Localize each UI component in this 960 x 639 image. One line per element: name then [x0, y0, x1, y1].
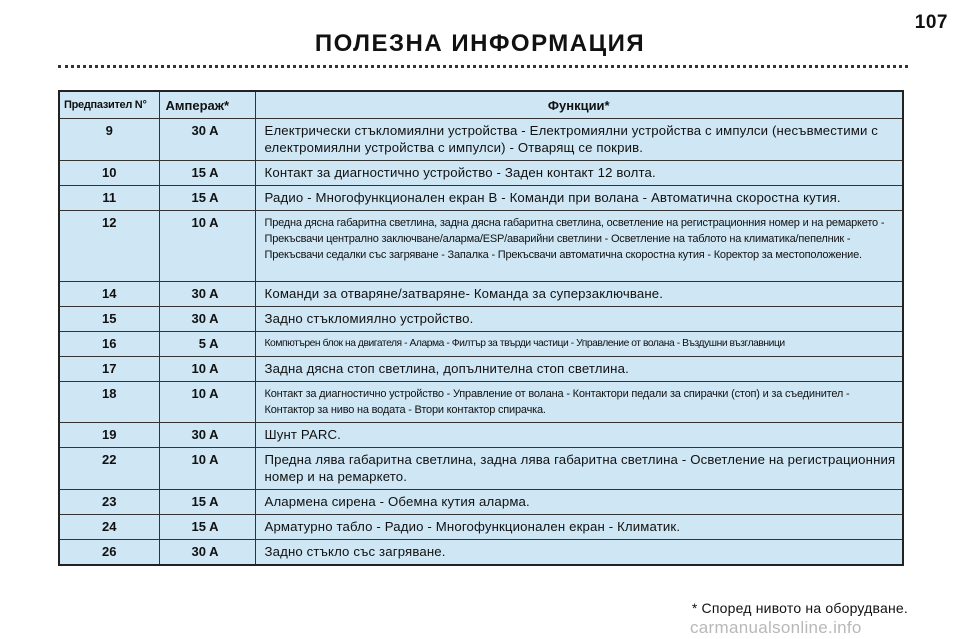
fuse-number: 15 [59, 307, 159, 332]
page-number: 107 [914, 12, 948, 33]
fuse-amperage: 10 A [159, 382, 255, 423]
footnote: * Според нивото на оборудване. [691, 600, 908, 616]
fuse-amperage: 30 A [159, 282, 255, 307]
fuse-functions: Задно стъкломиялно устройство. [255, 307, 903, 332]
fuse-number: 14 [59, 282, 159, 307]
fuse-functions: Предна дясна габаритна светлина, задна дясна габаритна светлина, осветление на регистрационния номер и на ремаркето - Прекъсвачи централно заключване/аларма/ESP/аварийни светлини - Осветление на таблото на климатика/пепелник - Прекъсвачи седалки със загряване - Запалка - Прекъсвачи автоматична скоростна кутия - Коректор за местоположение. [255, 211, 903, 282]
fuse-amperage: 15 A [159, 186, 255, 211]
fuse-functions: Предна лява габаритна светлина, задна лява габаритна светлина - Осветление на регистрационния номер и на ремаркето. [255, 448, 903, 490]
fuse-functions: Задно стъкло със загряване. [255, 540, 903, 566]
watermark: carmanualsonline.info [690, 618, 862, 637]
fuse-number: 17 [59, 357, 159, 382]
fuse-number: 19 [59, 423, 159, 448]
fuse-functions: Радио - Многофункционален екран B - Команди при волана - Автоматична скоростна кутия. [255, 186, 903, 211]
header-functions: Функции* [255, 91, 903, 119]
fuse-amperage: 10 A [159, 211, 255, 282]
header-fuse-number: Предпазител N° [59, 91, 159, 119]
header-amperage: Ампераж* [159, 91, 255, 119]
table-header-row [59, 91, 903, 119]
fuse-amperage: 15 A [159, 161, 255, 186]
fuse-functions: Алармена сирена - Обемна кутия аларма. [255, 490, 903, 515]
table-row [59, 423, 903, 448]
table-row [59, 211, 903, 282]
fuse-functions: Команди за отваряне/затваряне- Команда за суперзаключване. [255, 282, 903, 307]
page-title: ПОЛЕЗНА ИНФОРМАЦИЯ [314, 30, 646, 57]
fuse-amperage: 10 A [159, 448, 255, 490]
fuse-number: 9 [59, 119, 159, 161]
fuse-amperage: 15 A [159, 515, 255, 540]
table-row [59, 332, 903, 357]
fuse-number: 23 [59, 490, 159, 515]
fuse-number: 18 [59, 382, 159, 423]
fuse-amperage: 30 A [159, 119, 255, 161]
table-row [59, 540, 903, 566]
table-row [59, 357, 903, 382]
fuse-amperage: 15 A [159, 490, 255, 515]
fuse-number: 12 [59, 211, 159, 282]
fuse-functions: Контакт за диагностично устройство - Заден контакт 12 волта. [255, 161, 903, 186]
fuse-number: 24 [59, 515, 159, 540]
table-row [59, 161, 903, 186]
fuse-table [58, 90, 904, 566]
fuse-amperage: 30 A [159, 307, 255, 332]
fuse-functions: Електрически стъкломиялни устройства - Електромиялни устройства с импулси (несъвместими с електромиялни устройства с импулси) - Отварящ се покрив. [255, 119, 903, 161]
table-row [59, 307, 903, 332]
fuse-number: 10 [59, 161, 159, 186]
table-row [59, 382, 903, 423]
fuse-functions: Шунт PARC. [255, 423, 903, 448]
fuse-number: 26 [59, 540, 159, 566]
table-row [59, 490, 903, 515]
fuse-functions: Задна дясна стоп светлина, допълнителна стоп светлина. [255, 357, 903, 382]
table-row [59, 186, 903, 211]
fuse-functions: Арматурно табло - Радио - Многофункционален екран - Климатик. [255, 515, 903, 540]
fuse-number: 22 [59, 448, 159, 490]
table-row [59, 119, 903, 161]
fuse-amperage: 10 A [159, 357, 255, 382]
table-row [59, 515, 903, 540]
fuse-amperage: 5 A [159, 332, 255, 357]
table-row [59, 448, 903, 490]
fuse-number: 11 [59, 186, 159, 211]
fuse-amperage: 30 A [159, 423, 255, 448]
fuse-functions: Контакт за диагностично устройство - Управление от волана - Контактори педали за спирачки (стоп) и за съединител - Контактор за ниво на водата - Втори контактор спирачка. [255, 382, 903, 423]
fuse-functions: Компютърен блок на двигателя - Аларма - Филтър за твърди частици - Управление от волана - Въздушни възглавници [255, 332, 903, 357]
fuse-amperage: 30 A [159, 540, 255, 566]
table-row [59, 282, 903, 307]
title-divider [58, 65, 908, 68]
fuse-number: 16 [59, 332, 159, 357]
